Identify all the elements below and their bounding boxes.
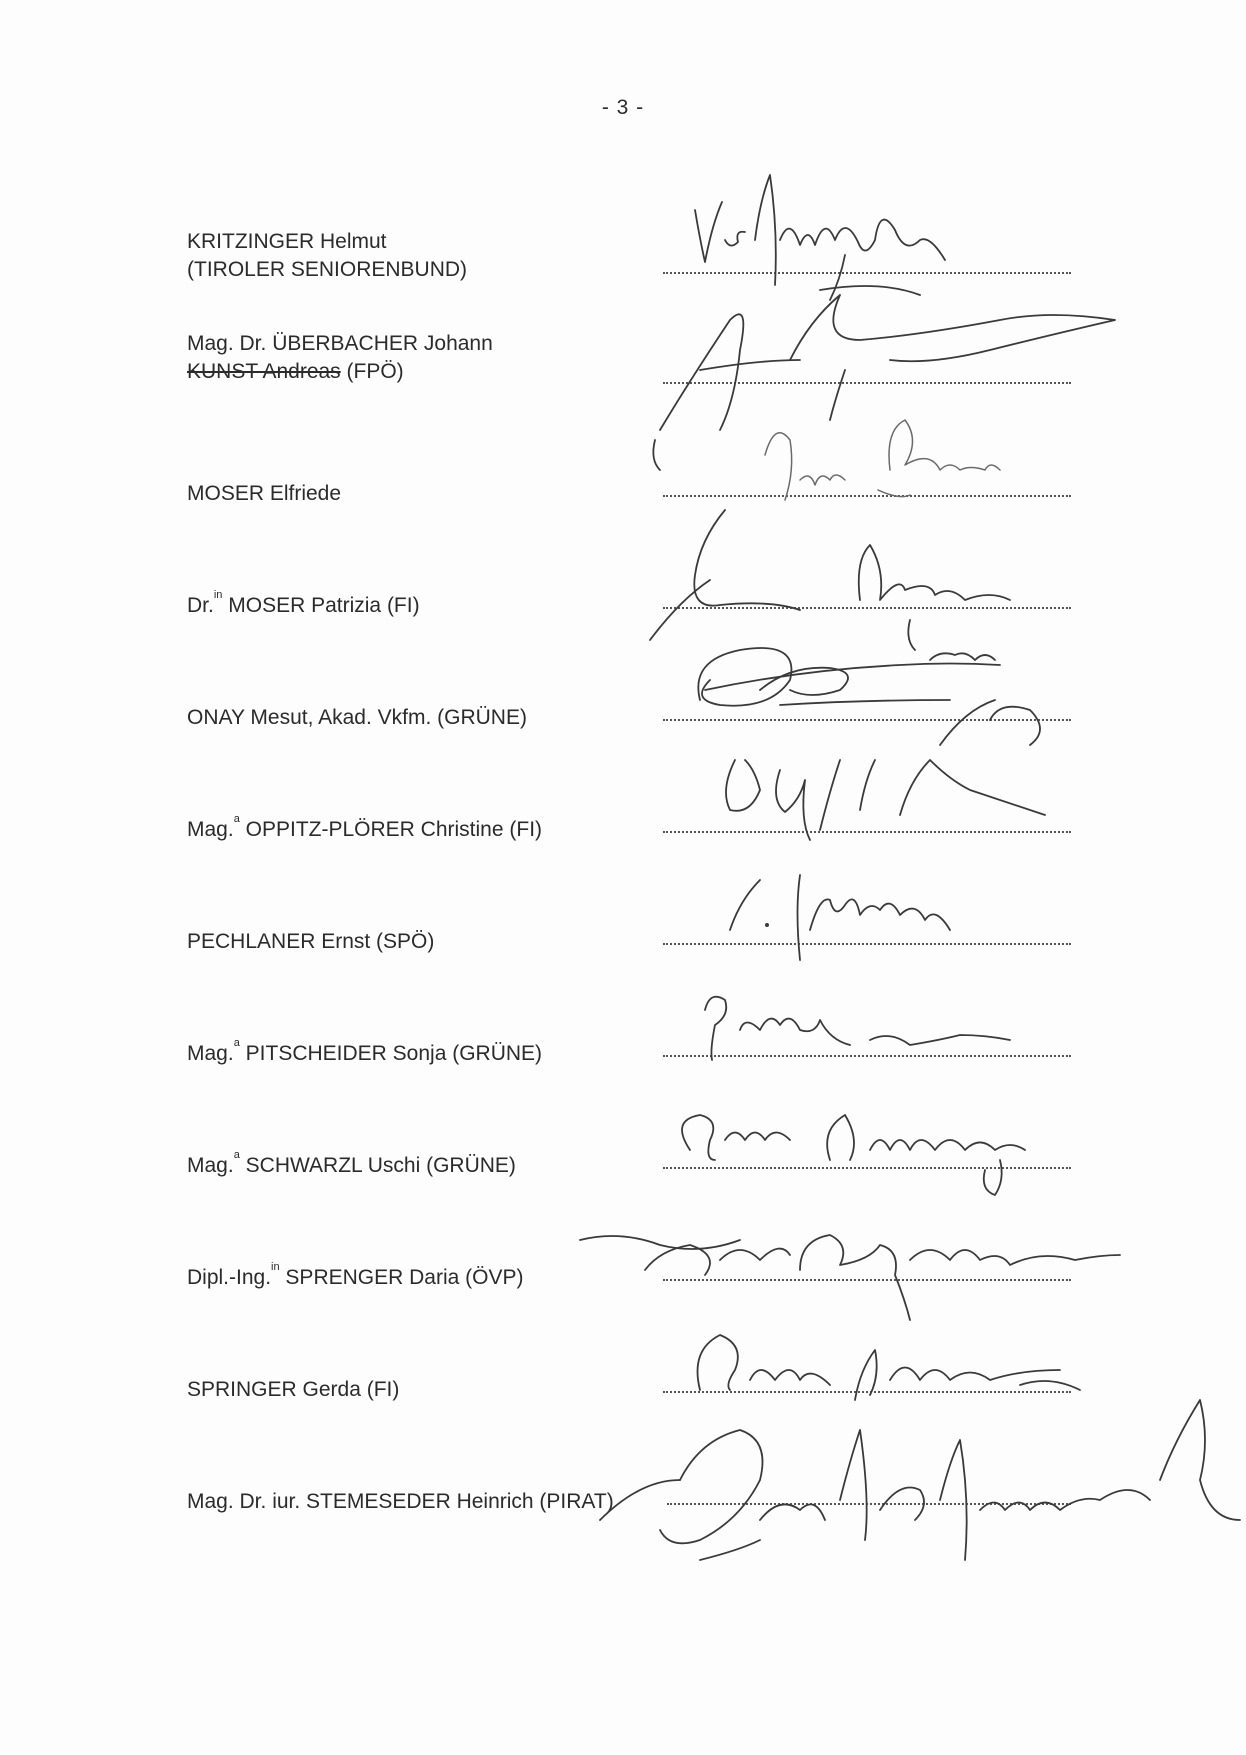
signatory-name: Dr.$^{in}$ MOSER Patrizia (FI) xyxy=(187,589,420,617)
signatory-row-sprenger xyxy=(0,1261,1246,1344)
signatory-name xyxy=(187,228,467,284)
signatory-row-oppitz-ploerer xyxy=(0,813,1246,896)
struck-name: KUNST Andreas xyxy=(187,360,341,383)
signatory-row-springer xyxy=(0,1376,1246,1456)
signature-line xyxy=(663,495,1071,497)
signatory-name: ONAY Mesut, Akad. Vkfm. (GRÜNE) xyxy=(187,706,527,729)
signatory-row-stemeseder xyxy=(0,1488,1246,1568)
signatory-row-kritzinger xyxy=(0,226,1246,306)
signatory-name xyxy=(187,330,493,386)
signatory-name: Mag.$^a$ PITSCHEIDER Sonja (GRÜNE) xyxy=(187,1037,543,1065)
signatory-row-ueberbacher xyxy=(0,330,1246,410)
signature-line xyxy=(663,831,1071,833)
signatory-name: PECHLANER Ernst (SPÖ) xyxy=(187,930,435,953)
signature-line xyxy=(663,607,1071,609)
signatory-row-pechlaner xyxy=(0,928,1246,1008)
signatory-row-schwarzl xyxy=(0,1149,1246,1232)
signatory-row-moser-elfriede xyxy=(0,480,1246,560)
signature-line xyxy=(663,1167,1071,1169)
signatory-row-pitscheider xyxy=(0,1037,1246,1120)
signatory-name-line1: KRITZINGER Helmut xyxy=(187,230,387,253)
signatory-name: SPRINGER Gerda (FI) xyxy=(187,1378,400,1401)
signatory-name: Mag.$^a$ OPPITZ-PLÖRER Christine (FI) xyxy=(187,813,543,841)
signature-line xyxy=(663,272,1071,274)
signatory-name: MOSER Elfriede xyxy=(187,482,342,505)
signatory-name-line2 xyxy=(187,358,493,386)
signatory-name: Mag. Dr. iur. STEMESEDER Heinrich (PIRAT) xyxy=(187,1490,614,1513)
signatory-name-line2: (TIROLER SENIORENBUND) xyxy=(187,258,468,281)
signature-line xyxy=(663,1279,1071,1281)
signature-line xyxy=(667,1503,1071,1505)
signature-line xyxy=(663,1391,1071,1393)
party-label: (FPÖ) xyxy=(340,360,404,383)
signature-line xyxy=(663,382,1071,384)
signature-line xyxy=(663,719,1071,721)
signatory-name: Dipl.-Ing.$^{in}$ SPRENGER Daria (ÖVP) xyxy=(187,1261,524,1289)
signatory-row-moser-patrizia xyxy=(0,589,1246,672)
page-number: - 3 - xyxy=(601,96,645,119)
signature-line xyxy=(663,1055,1071,1057)
signature-line xyxy=(663,943,1071,945)
signatory-name: Mag.$^a$ SCHWARZL Uschi (GRÜNE) xyxy=(187,1149,516,1177)
signatory-row-onay xyxy=(0,704,1246,784)
signatory-name-line1: Mag. Dr. ÜBERBACHER Johann xyxy=(187,332,493,355)
